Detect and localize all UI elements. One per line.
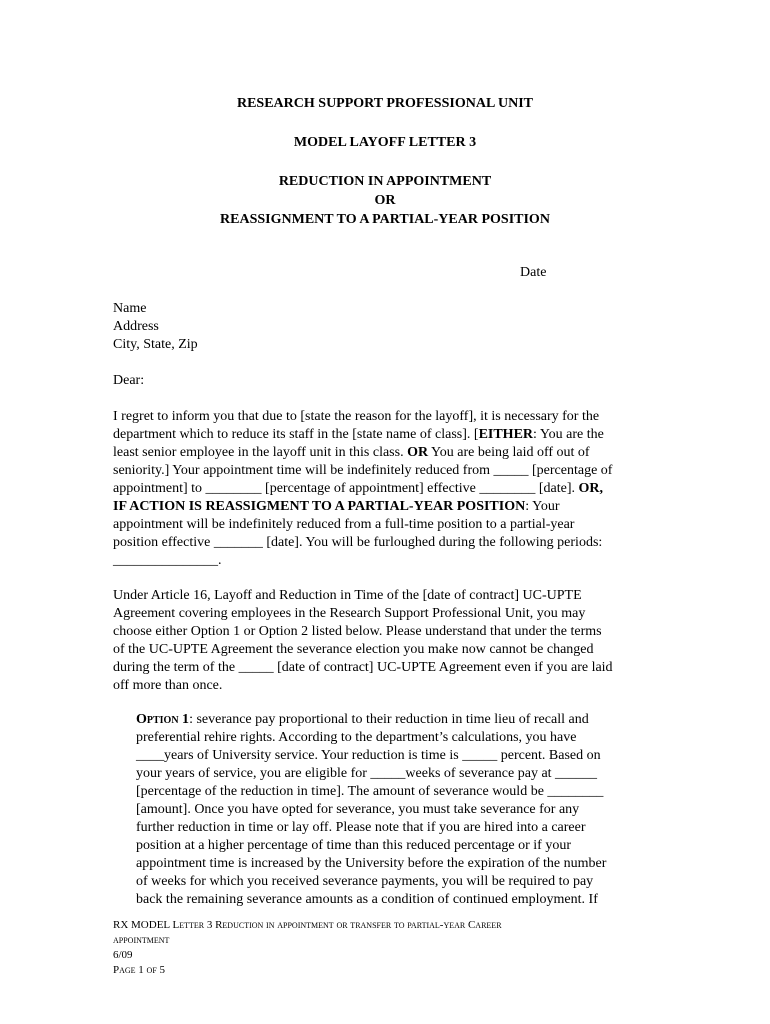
paragraph-line: off more than once. <box>113 678 223 693</box>
unit-heading: RESEARCH SUPPORT PROFESSIONAL UNIT <box>236 96 534 111</box>
paragraph-layoff-notice <box>113 408 658 570</box>
recipient-address <box>113 300 198 354</box>
page-footer <box>113 918 502 978</box>
text-run: appointment] to ________ [percentage of appointment] effective ________ [date]. <box>113 481 579 496</box>
letter-heading: MODEL LAYOFF LETTER 3 <box>293 135 477 150</box>
paragraph-line: back the remaining severance amounts as a condition of continued employment. If <box>136 892 598 907</box>
paragraph-line <box>113 444 658 462</box>
paragraph-line <box>113 480 658 498</box>
option-1-label: Option 1 <box>136 712 190 727</box>
paragraph-line: of weeks for which you received severance payments, you will be required to pay <box>136 874 594 889</box>
paragraph-severance-election <box>113 587 658 695</box>
paragraph-line: appointment will be indefinitely reduced from a full-time position to a partial-year <box>113 517 575 532</box>
either-emphasis: EITHER <box>478 427 534 442</box>
paragraph-line <box>113 498 658 516</box>
text-run: department which to reduce its staff in the [state name of class]. [ <box>113 427 479 442</box>
paragraph-line <box>136 711 648 729</box>
paragraph-line: Agreement covering employees in the Research Support Professional Unit, you may <box>113 606 586 621</box>
title-line-1: REDUCTION IN APPOINTMENT <box>278 174 492 189</box>
text-run: : Your <box>525 499 560 514</box>
text-run: You are being laid off out of <box>428 445 590 460</box>
title-line-3: REASSIGNMENT TO A PARTIAL-YEAR POSITION <box>220 212 550 227</box>
paragraph-line: during the term of the _____ [date of contract] UC-UPTE Agreement even if you are laid <box>113 660 613 675</box>
footer-date: 6/09 <box>113 949 133 961</box>
text-run: : You are the <box>533 427 604 442</box>
paragraph-line: preferential rehire rights. According to the department’s calculations, you have <box>136 730 577 745</box>
text-run: least senior employee in the layoff unit in this class. <box>113 445 408 460</box>
paragraph-line: I regret to inform you that due to [state the reason for the layoff], it is necessary for the <box>113 409 600 424</box>
or-emphasis: OR, <box>578 481 603 496</box>
paragraph-line: position effective _______ [date]. You will be furloughed during the following periods: <box>113 535 603 550</box>
text-run: : severance pay proportional to their reduction in time lieu of recall and <box>189 712 589 727</box>
footer-title: RX MODEL Letter 3 Reduction in appointment or transfer to partial-year Career <box>113 919 502 931</box>
paragraph-line: appointment time is increased by the University before the expiration of the number <box>136 856 607 871</box>
paragraph-line: of the UC-UPTE Agreement the severance election you make now cannot be changed <box>113 642 594 657</box>
salutation: Dear: <box>113 373 145 388</box>
title-line-2: OR <box>374 193 396 208</box>
reassignment-emphasis: IF ACTION IS REASSIGMENT TO A PARTIAL-YEAR POSITION <box>113 499 526 514</box>
paragraph-line: position at a higher percentage of time than this reduced percentage or if your <box>136 838 571 853</box>
page-number: Page 1 of 5 <box>113 964 166 976</box>
date-placeholder: Date <box>520 265 547 280</box>
recipient-name: Name <box>113 301 147 316</box>
paragraph-line: ____years of University service. Your reduction is time is _____ percent. Based on <box>136 748 601 763</box>
recipient-city: City, State, Zip <box>113 337 198 352</box>
paragraph-line: seniority.] Your appointment time will be indefinitely reduced from _____ [percentage of <box>113 463 613 478</box>
paragraph-line: [amount]. Once you have opted for severance, you must take severance for any <box>136 802 580 817</box>
footer-title-cont: appointment <box>113 934 170 946</box>
recipient-street: Address <box>113 319 159 334</box>
paragraph-line: [percentage of the reduction in time]. The amount of severance would be ________ <box>136 784 604 799</box>
paragraph-line: Under Article 16, Layoff and Reduction in Time of the [date of contract] UC-UPTE <box>113 588 582 603</box>
paragraph-line <box>113 426 658 444</box>
paragraph-line: choose either Option 1 or Option 2 listed below. Please understand that under the terms <box>113 624 602 639</box>
or-emphasis: OR <box>407 445 429 460</box>
paragraph-line: _______________. <box>113 553 222 568</box>
option-1-block <box>136 711 648 909</box>
paragraph-line: your years of service, you are eligible for _____weeks of severance pay at ______ <box>136 766 598 781</box>
paragraph-line: further reduction in time or lay off. Please note that if you are hired into a career <box>136 820 586 835</box>
